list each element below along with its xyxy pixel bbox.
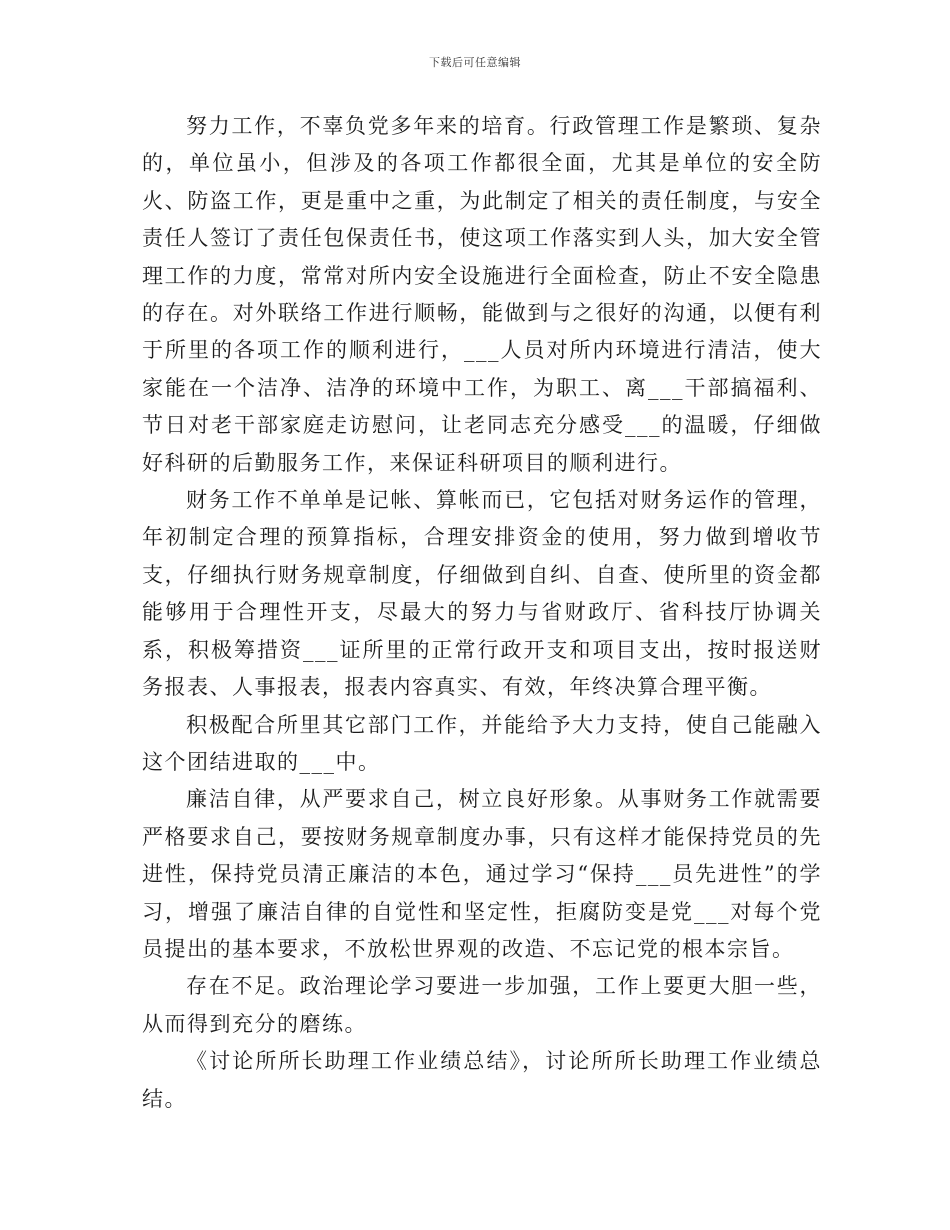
paragraph-finance-work: 财务工作不单单是记帐、算帐而已，它包括对财务运作的管理，年初制定合理的预算指标，合理安排资金的使用，努力做到增收节支，仔细执行财务规章制度，仔细做到自纠、自查、使所里的资金都能够用于合理性开支，尽最大的努力与省财政厅、省科技厅协调关系，积极筹措资___证所里的正常行政开支和项目支出，按时报送财务报表、人事报表，报表内容真实、有效，年终决算合理平衡。 — [142, 488, 822, 700]
paragraph-closing: 《讨论所所长助理工作业绩总结》，讨论所所长助理工作业绩总结。 — [142, 1049, 822, 1111]
paragraph-integrity: 廉洁自律，从严要求自己，树立良好形象。从事财务工作就需要严格要求自己，要按财务规章制度办事，只有这样才能保持党员的先进性，保持党员清正廉洁的本色，通过学习“保持___员先进性”的学习，增强了廉洁自律的自觉性和坚定性，拒腐防变是党___对每个党员提出的基本要求，不放松世界观的改造、不忘记党的根本宗旨。 — [142, 787, 822, 961]
paragraph-cooperation: 积极配合所里其它部门工作，并能给予大力支持，使自己能融入这个团结进取的___中。 — [142, 712, 822, 774]
header-note: 下载后可任意编辑 — [429, 56, 521, 69]
paragraph-admin-work: 努力工作，不辜负党多年来的培育。行政管理工作是繁琐、复杂的，单位虽小，但涉及的各项工作都很全面，尤其是单位的安全防火、防盗工作，更是重中之重，为此制定了相关的责任制度，与安全责任人签订了责任包保责任书，使这项工作落实到人头，加大安全管理工作的力度，常常对所内安全设施进行全面检查，防止不安全隐患的存在。对外联络工作进行顺畅，能做到与之很好的沟通，以便有利于所里的各项工作的顺利进行，___人员对所内环境进行清洁，使大家能在一个洁净、洁净的环境中工作，为职工、离___干部搞福利、节日对老干部家庭走访慰问，让老同志充分感受___的温暖，仔细做好科研的后勤服务工作，来保证科研项目的顺利进行。 — [142, 114, 822, 475]
document-body — [142, 108, 822, 1118]
paragraph-shortcomings: 存在不足。政治理论学习要进一步加强，工作上要更大胆一些，从而得到充分的磨练。 — [142, 974, 822, 1036]
